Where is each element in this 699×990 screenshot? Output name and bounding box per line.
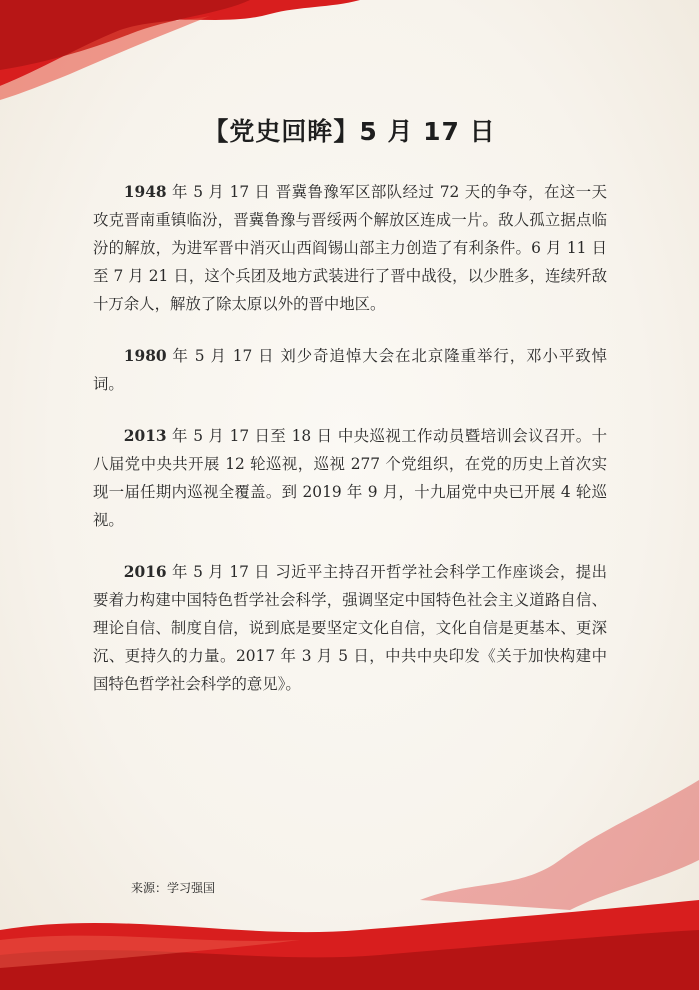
entry-text: 年 5 月 17 日 刘少奇追悼大会在北京隆重举行，邓小平致悼词。 — [93, 347, 607, 393]
entry-text: 年 5 月 17 日 习近平主持召开哲学社会科学工作座谈会，提出要着力构建中国特色哲学社会科学，强调坚定中国特色社会主义道路自信、理论自信、制度自信，说到底是要坚定文化自信，文化自信是更基本、更深沉、更持久的力量。2017 年 3 月 5 日，中共中央印发《关于加快构建中国特色哲学社会科学的意见》。 — [93, 563, 607, 693]
article-body — [93, 178, 607, 722]
entry-year: 1980 — [123, 347, 167, 365]
source-attribution: 来源：学习强国 — [131, 881, 216, 895]
entry-year: 2016 — [123, 563, 167, 581]
page-title: 【党史回眸】5 月 17 日 — [203, 117, 496, 146]
history-entry-2016 — [93, 558, 607, 698]
history-entry-1980 — [93, 342, 607, 398]
history-entry-2013 — [93, 422, 607, 534]
entry-text: 年 5 月 17 日 晋冀鲁豫军区部队经过 72 天的争夺，在这一天攻克晋南重镇临汾，晋冀鲁豫与晋绥两个解放区连成一片。敌人孤立据点临汾的解放，为进军晋中消灭山西阎锡山部主力创造了有利条件。6 月 11 日至 7 月 21 日，这个兵团及地方武装进行了晋中战役，以少胜多，连续歼敌十万余人，解放了除太原以外的晋中地区。 — [93, 183, 607, 313]
entry-text: 年 5 月 17 日至 18 日 中央巡视工作动员暨培训会议召开。十八届党中央共开展 12 轮巡视，巡视 277 个党组织，在党的历史上首次实现一届任期内巡视全覆盖。到 2019 年 9 月，十九届党中央已开展 4 轮巡视。 — [93, 427, 607, 529]
history-entry-1948 — [93, 178, 607, 318]
entry-year: 1948 — [123, 183, 167, 201]
entry-year: 2013 — [123, 427, 167, 445]
